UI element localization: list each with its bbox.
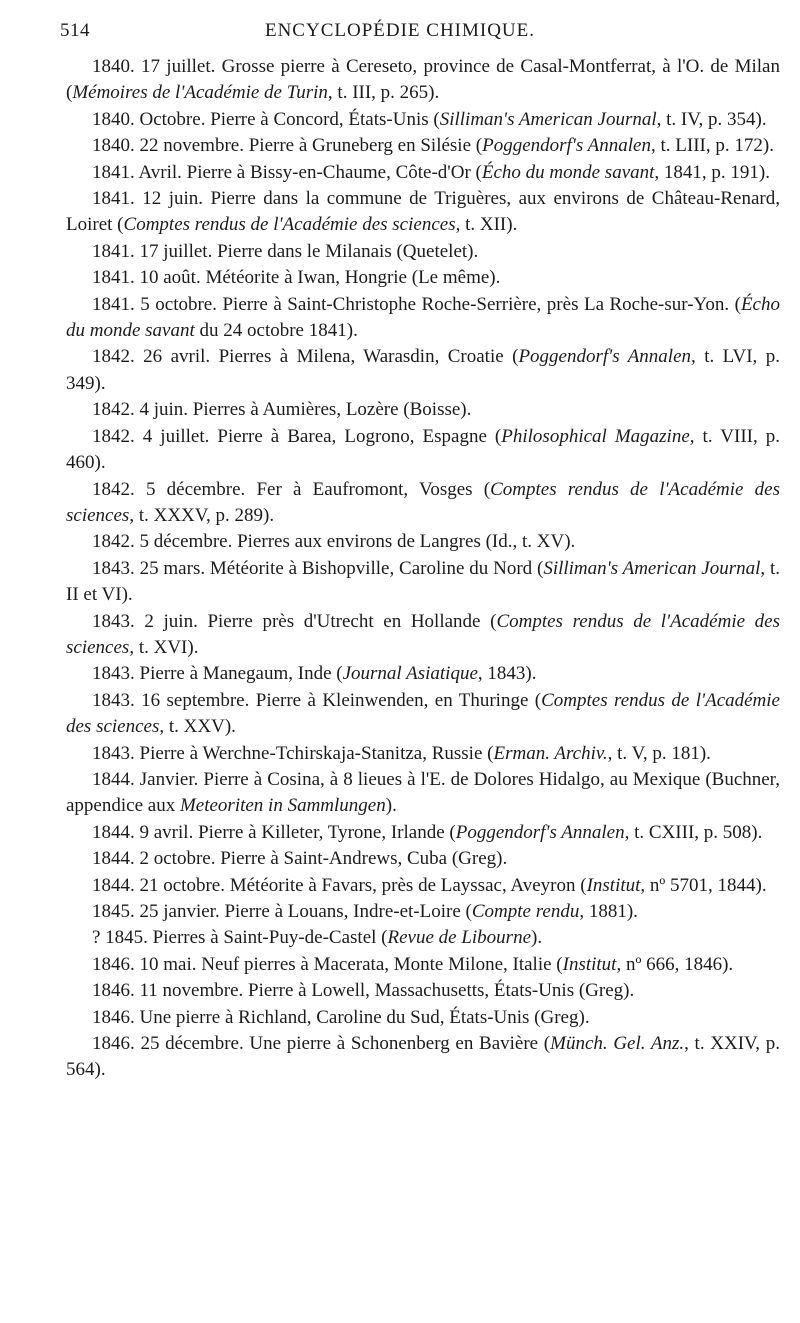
- entry-text: , t. VIII, p. 460).: [66, 425, 780, 474]
- entry-text: , t. XXIV, p. 564).: [66, 1033, 780, 1081]
- entry-text: ).: [385, 795, 397, 817]
- entry-citation-title: Philosophical Magazine: [501, 425, 690, 447]
- meteorite-entry: [66, 741, 780, 767]
- entry-text: , t. XVI).: [129, 636, 199, 658]
- meteorite-entry: [66, 661, 780, 687]
- entry-text: , t. IV, p. 354).: [656, 108, 767, 130]
- entry-text: 1843. Pierre à Manegaum, Inde (: [92, 663, 343, 685]
- entry-text: 1842. 5 décembre. Pierres aux environs de Langres (Id., t. XV).: [92, 531, 576, 553]
- entry-text: 1841. 17 juillet. Pierre dans le Milanais (Quetelet).: [92, 240, 479, 262]
- entry-citation-title: Poggendorf's Annalen: [518, 346, 692, 368]
- entry-text: , t. CXIII, p. 508).: [624, 821, 763, 843]
- entry-text: 1842. 5 décembre. Fer à Eaufromont, Vosges (: [92, 478, 491, 500]
- entry-text: 1846. Une pierre à Richland, Caroline du Sud, États-Unis (Greg).: [92, 1006, 590, 1028]
- entry-citation-title: Journal Asiatique: [342, 663, 478, 685]
- entry-citation-title: Poggendorf's Annalen: [455, 821, 625, 843]
- entry-text: , t. II et VI).: [66, 557, 780, 606]
- entry-text: 1843. 16 septembre. Pierre à Kleinwenden, en Thuringe (: [92, 689, 542, 711]
- entry-text: 1842. 26 avril. Pierres à Milena, Warasdin, Croatie (: [92, 346, 519, 368]
- meteorite-entry: [66, 925, 780, 951]
- entry-citation-title: Écho du monde savant: [66, 293, 780, 342]
- entry-text: 1846. 25 décembre. Une pierre à Schonenberg en Bavière (: [92, 1033, 551, 1055]
- entry-citation-title: Compte rendu: [471, 901, 580, 922]
- entry-citation-title: Revue de Libourne: [387, 927, 531, 949]
- entry-text: 1841. 12 juin. Pierre dans la commune de Triguères, aux environs de Château-Renard, Loiret (: [66, 188, 780, 236]
- entry-text: , t. III, p. 265).: [327, 82, 440, 104]
- page-number: 514: [60, 20, 90, 41]
- entry-citation-title: Silliman's American Journal: [439, 108, 657, 130]
- entry-text: , 1841, p. 191).: [654, 161, 770, 183]
- meteorite-entry: [66, 160, 780, 186]
- entry-text: 1842. 4 juin. Pierres à Aumières, Lozère (Boisse).: [92, 399, 472, 421]
- entry-text: ? 1845. Pierres à Saint-Puy-de-Castel (: [92, 927, 388, 949]
- entry-text: , 1881).: [579, 901, 638, 922]
- entry-text: 1840. 22 novembre. Pierre à Gruneberg en Silésie (: [92, 135, 483, 157]
- meteorite-entry: [66, 556, 780, 609]
- meteorite-entry: [66, 820, 780, 846]
- entry-text: 1844. 21 octobre. Météorite à Favars, près de Layssac, Aveyron (: [92, 874, 587, 896]
- meteorite-entry: [66, 186, 780, 239]
- meteorite-entry: [66, 477, 780, 530]
- entry-citation-title: Meteoriten in Sammlungen: [179, 795, 386, 817]
- meteorite-entry: [66, 239, 780, 265]
- meteorite-entry: [66, 107, 780, 133]
- entry-text: 1846. 11 novembre. Pierre à Lowell, Massachusetts, États-Unis (Greg).: [92, 980, 635, 1002]
- meteorite-entry: [66, 899, 780, 925]
- entry-citation-title: Erman. Archiv.: [493, 742, 608, 764]
- entry-citation-title: Poggendorf's Annalen: [482, 135, 651, 157]
- entry-text: 1846. 10 mai. Neuf pierres à Macerata, Monte Milone, Italie (: [92, 953, 563, 975]
- entry-text: 1844. 2 octobre. Pierre à Saint-Andrews, Cuba (Greg).: [92, 848, 508, 870]
- entry-citation-title: Mémoires de l'Académie de Turin: [72, 82, 328, 104]
- entry-text: , nº 5701, 1844).: [640, 874, 767, 896]
- entry-text: 1845. 25 janvier. Pierre à Louans, Indre-et-Loire (: [92, 901, 472, 922]
- entry-text: , 1843).: [477, 663, 537, 685]
- entry-text: 1843. Pierre à Werchne-Tchirskaja-Stanitza, Russie (: [92, 742, 494, 764]
- entry-text: ).: [531, 927, 543, 949]
- meteorite-entries-list: [66, 54, 780, 1084]
- page-header: [60, 14, 740, 44]
- meteorite-entry: [66, 767, 780, 820]
- meteorite-entry: [66, 688, 780, 741]
- meteorite-entry: [66, 424, 780, 477]
- entry-text: , t. XII).: [455, 214, 518, 236]
- entry-citation-title: Comptes rendus de l'Académie des sciences: [66, 689, 780, 738]
- entry-text: , t. LVI, p. 349).: [66, 346, 780, 394]
- entry-text: , t. LIII, p. 172).: [651, 135, 774, 157]
- entry-citation-title: Écho du monde savant: [481, 161, 655, 183]
- entry-citation-title: Institut: [562, 953, 617, 975]
- meteorite-entry: [66, 846, 780, 872]
- meteorite-entry: [66, 265, 780, 291]
- meteorite-entry: [66, 397, 780, 423]
- running-title: ENCYCLOPÉDIE CHIMIQUE.: [264, 20, 536, 41]
- entry-text: du 24 octobre 1841).: [194, 320, 358, 342]
- entry-text: 1841. 5 octobre. Pierre à Saint-Christophe Roche-Serrière, près La Roche-sur-Yon. (: [92, 293, 741, 315]
- entry-text: , t. XXV).: [159, 716, 236, 738]
- meteorite-entry: [66, 873, 780, 899]
- meteorite-entry: [66, 1005, 780, 1031]
- meteorite-entry: [66, 529, 780, 555]
- meteorite-entry: [66, 1031, 780, 1084]
- entry-citation-title: Comptes rendus de l'Académie des sciences: [123, 214, 456, 236]
- entry-text: 1840. Octobre. Pierre à Concord, États-Unis (: [92, 108, 440, 130]
- entry-text: 1843. 25 mars. Météorite à Bishopville, Caroline du Nord (: [92, 557, 544, 579]
- entry-text: 1841. Avril. Pierre à Bissy-en-Chaume, Côte-d'Or (: [92, 161, 482, 183]
- entry-text: , nº 666, 1846).: [616, 953, 734, 975]
- entry-text: 1842. 4 juillet. Pierre à Barea, Logrono, Espagne (: [92, 425, 502, 447]
- entry-text: 1844. 9 avril. Pierre à Killeter, Tyrone, Irlande (: [92, 821, 456, 843]
- entry-citation-title: Münch. Gel. Anz.: [550, 1033, 685, 1055]
- meteorite-entry: [66, 292, 780, 345]
- meteorite-entry: [66, 133, 780, 159]
- entry-text: , t. V, p. 181).: [607, 742, 711, 764]
- entry-citation-title: Silliman's American Journal: [543, 557, 761, 579]
- entry-citation-title: Comptes rendus de l'Académie des sciences: [66, 610, 780, 658]
- entry-citation-title: Institut: [586, 874, 641, 896]
- entry-text: 1841. 10 août. Météorite à Iwan, Hongrie (Le même).: [92, 267, 501, 289]
- meteorite-entry: [66, 54, 780, 107]
- meteorite-entry: [66, 344, 780, 397]
- entry-text: 1844. Janvier. Pierre à Cosina, à 8 lieues à l'E. de Dolores Hidalgo, au Mexique (Buchner, appendice aux: [66, 768, 780, 817]
- entry-text: 1843. 2 juin. Pierre près d'Utrecht en Hollande (: [92, 610, 497, 632]
- meteorite-entry: [66, 609, 780, 662]
- entry-text: , t. XXXV, p. 289).: [129, 504, 275, 526]
- meteorite-entry: [66, 952, 780, 978]
- entry-text: 1840. 17 juillet. Grosse pierre à Cereseto, province de Casal-Montferrat, à l'O. de Milan (: [66, 56, 780, 104]
- entry-citation-title: Comptes rendus de l'Académie des sciences: [66, 478, 781, 526]
- meteorite-entry: [66, 978, 780, 1004]
